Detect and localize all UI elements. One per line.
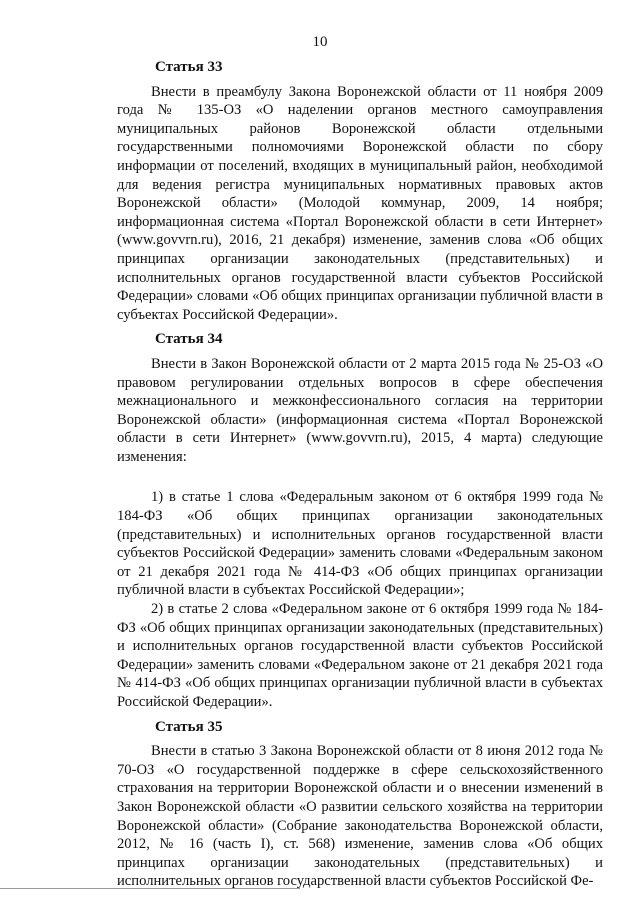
article-heading: Статья 33 [155,59,223,75]
article-paragraph: Внести в преамбулу Закона Воронежской области от 11 ноября 2009 года № 135-ОЗ «О наделении органов местного самоуправления муниципальных районов Воронежской области отдельными государственными полномочиями Воронежской области по сбору информации от поселений, входящих в муниципальный район, необходимой для ведения регистра муниципальных нормативных правовых актов Воронежской области» (Молодой коммунар, 2009, 14 ноября; информационная система «Портал Воронежской области в сети Интернет» (www.govvrn.ru), 2016, 21 декабря) изменение, заменив слова «Об общих принципах организации законодательных (представительных) и исполнительных органов государственной власти субъектов Российской Федерации» словами «Об общих принципах организации публичной власти в субъектах Российской Федерации». [117,83,603,323]
article-list-item: 2) в статье 2 слова «Федеральном законе от 6 октября 1999 года № 184-ФЗ «Об общих принципах организации законодательных (представительных) и исполнительных органов государственной власти субъектов Российской Федерации» заменить словами «Федеральном законе от 21 декабря 2021 года № 414-ФЗ «Об общих принципах организации публичной власти в субъектах Российской Федерации». [117,601,603,710]
page-number: 10 [312,34,328,50]
article-paragraph: Внести в статью 3 Закона Воронежской области от 8 июня 2012 года № 70-ОЗ «О государственной поддержке в сфере сельскохозяйственного страхования на территории Воронежской области и о внесении изменений в Закон Воронежской области «О развитии сельского хозяйства на территории Воронежской области» (Собрание законодательства Воронежской области, 2012, № 16 (часть I), ст. 568) изменение, заменив слова «Об общих принципах организации законодательных (представительных) и исполнительных органов государственной власти субъектов Российской Фе- [117,743,603,890]
article-heading: Статья 34 [155,331,223,348]
article-paragraph: Внести в Закон Воронежской области от 2 марта 2015 года № 25-ОЗ «О правовом регулировании отдельных вопросов в сфере обеспечения межнационального и межконфессионального согласия на территории Воронежской области» (информационная система «Портал Воронежской области в сети Интернет» (www.govvrn.ru), 2015, 4 марта) следующие изменения: [117,355,603,465]
document-body [117,58,603,891]
article-heading: Статья 35 [155,718,223,735]
article-list-item: 1) в статье 1 слова «Федеральным законом от 6 октября 1999 года № 184-ФЗ «Об общих принципах организации законодательных (представительных) и исполнительных органов государственной власти субъектов Российской Федерации» заменить словами «Федеральным законом от 21 декабря 2021 года № 414-ФЗ «Об общих принципах организации публичной власти в субъектах Российской Федерации»; [117,489,603,599]
footer-divider [0,888,300,889]
